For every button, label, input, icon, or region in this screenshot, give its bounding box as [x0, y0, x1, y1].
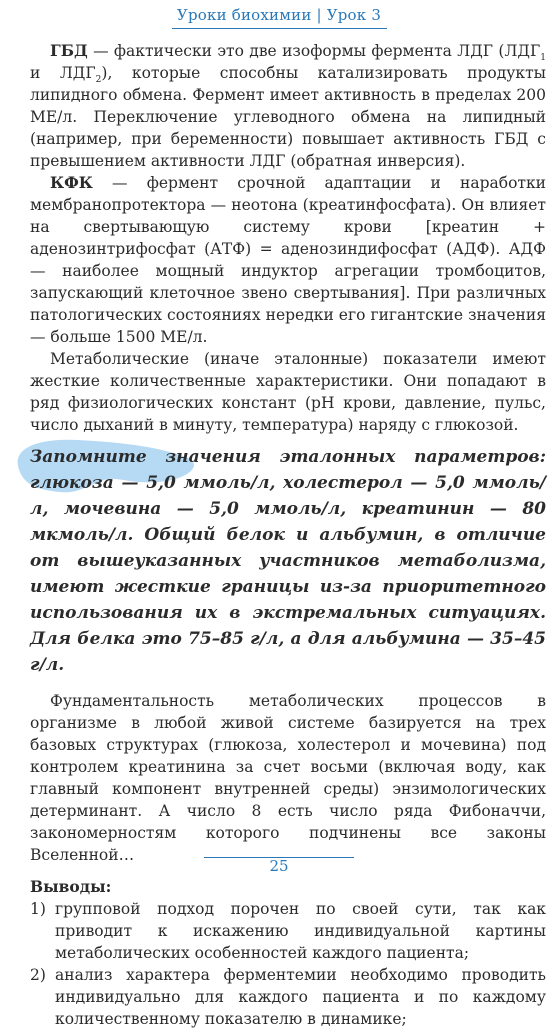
- important-note: Запомните значения эталонных параметров: глюкоза — 5,0 ммоль/л, холестерол — 5,0 ммоль/л, мочевина — 5,0 ммоль/л, креатинин — 80 мкмоль/л. Общий белок и альбумин, в отличие от вышеуказанных участников метаболизма, имеют жесткие границы из-за приоритетного использования их в экстремальных ситуациях. Для белка это 75–85 г/л, а для альбумина — 35–45 г/л.: [30, 447, 546, 675]
- running-header: Уроки биохимии | Урок 3: [176, 6, 382, 24]
- paragraph-metabolic: Метаболические (иначе эталонные) показатели имеют жесткие количественные характеристики. Они попадают в ряд физиологических констант (pH крови, давление, пульс, число дыханий в минуту, температура) наряду с глюкозой.: [30, 350, 546, 434]
- gbd-sub-2: 2: [95, 75, 102, 86]
- conclusions-title: Выводы:: [30, 877, 112, 896]
- gbd-text-1: — фактически это две изоформы фермента ЛДГ (ЛДГ: [87, 42, 541, 60]
- paragraph-fundamental: Фундаментальность метаболических процессов в организме в любой живой системе базируется на трех базовых структурах (глюкоза, холестерол и мочевина) под контролем креатинина за счет восьми (включая воду, как главный компонент внутренней среды) энзимологических детерминант. А число 8 есть число ряда Фибоначчи, закономерностям которого подчинены все законы Вселенной…: [30, 692, 546, 864]
- kfk-text: — фермент срочной адаптации и наработки мембранопротектора — неотона (креатинфосфата). Он влияет на свертывающую систему крови [креатин + аденозинтрифосфат (АТФ) = аденозиндифосфат (АДФ). АДФ — наиболее мощный индуктор агрегации тромбоцитов, запускающий клеточное звено свертывания]. При различных патологических состояниях нередки его гигантские значения — больше 1500 МЕ/л.: [30, 174, 546, 346]
- term-gbd: ГБД: [50, 41, 88, 60]
- important-block: [30, 444, 546, 678]
- paragraph-gbd: [30, 40, 546, 172]
- list-item: [30, 964, 546, 1030]
- gbd-sub-1: 1: [540, 53, 546, 64]
- page-number: 25: [269, 857, 289, 875]
- list-item-text: анализ характера ферментемии необходимо проводить индивидуально для каждого пациента и по каждому количественному показателю в динамике;: [55, 966, 546, 1028]
- conclusions-list: [30, 898, 546, 1030]
- header-rule: [172, 28, 387, 29]
- page-content: [30, 40, 546, 1030]
- list-item-text: групповой подход порочен по своей сути, так как приводит к искажению индивидуальной картины метаболических особенностей каждого пациента;: [55, 900, 546, 962]
- paragraph-kfk: [30, 172, 546, 348]
- list-item: [30, 898, 546, 964]
- term-kfk: КФК: [50, 173, 93, 192]
- list-item-number: 1): [30, 900, 46, 918]
- list-item-number: 2): [30, 966, 46, 984]
- gbd-text-3: ), которые способны катализировать продукты липидного обмена. Фермент имеет активность в пределах 200 МЕ/л. Переключение углеводного обмена на липидный (например, при беременности) повышает активность ГБД с превышением активности ЛДГ (обратная инверсия).: [30, 64, 547, 170]
- gbd-text-2: и ЛДГ: [30, 64, 96, 82]
